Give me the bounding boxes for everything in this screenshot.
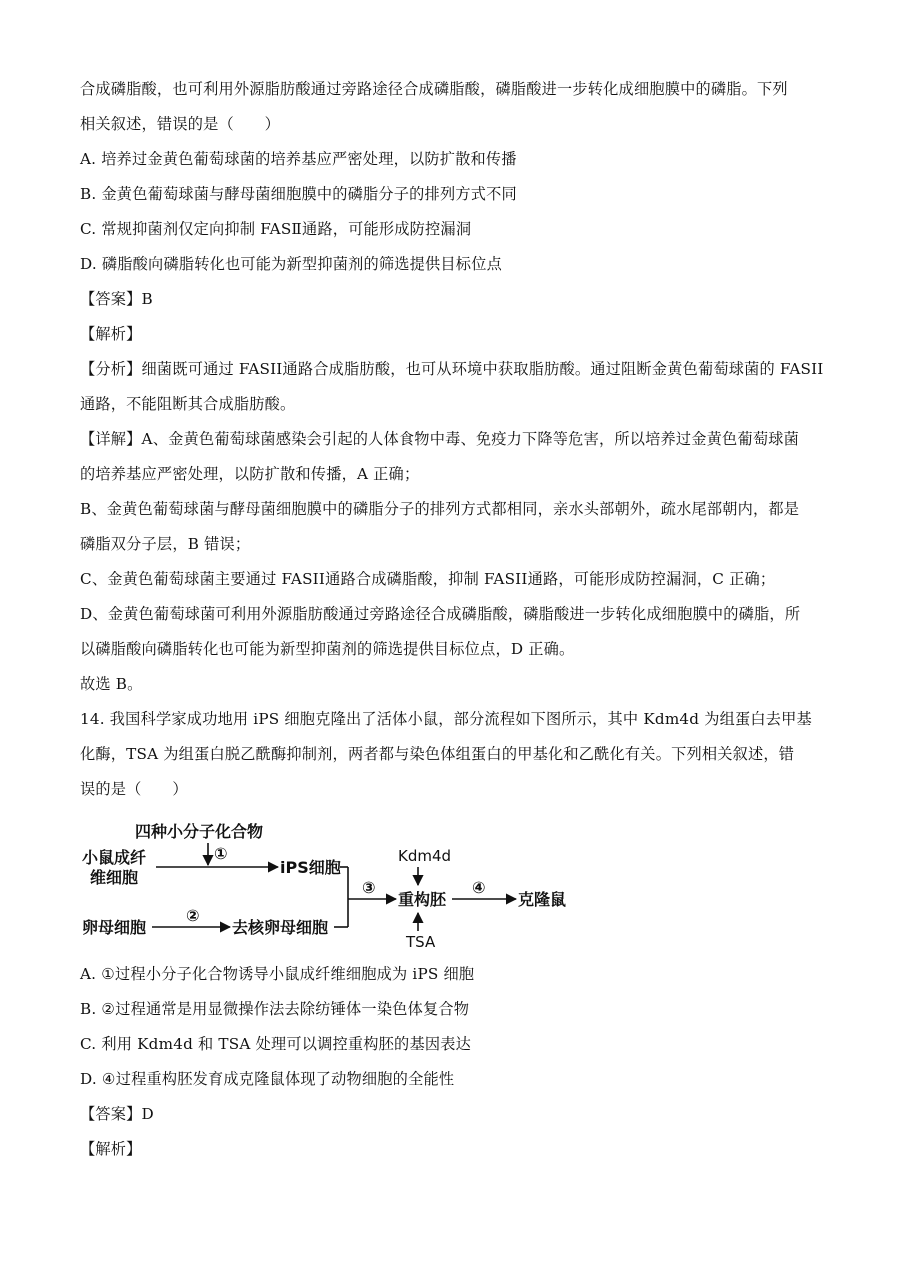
q14-stem-line1: 14. 我国科学家成功地用 iPS 细胞克隆出了活体小鼠，部分流程如下图所示，其中 Kdm4d 为组蛋白去甲基 [80, 710, 812, 728]
q14-analysis-title: 【解析】 [80, 1140, 142, 1158]
fibroblast-label-l1: 小鼠成纤 [82, 848, 147, 867]
step1-label: ① [214, 844, 228, 863]
step4-label: ④ [472, 878, 486, 897]
enucleated-oocyte-label: 去核卵母细胞 [232, 918, 329, 937]
reconstructed-embryo-label: 重构胚 [398, 890, 447, 909]
q13-analysis-line: 磷脂双分子层，B 错误； [80, 535, 251, 553]
q13-analysis-line: 【分析】细菌既可通过 FASII通路合成脂肪酸，也可从环境中获取脂肪酸。通过阻断金黄色葡萄球菌的 FASII [80, 360, 824, 378]
q14-stem-line3: 误的是（ ） [80, 780, 188, 798]
q13-option-b: B. 金黄色葡萄球菌与酵母菌细胞膜中的磷脂分子的排列方式不同 [80, 185, 517, 203]
step3-label: ③ [362, 878, 376, 897]
tsa-label: TSA [406, 933, 436, 951]
clone-mouse-label: 克隆鼠 [518, 890, 567, 909]
q13-analysis-line: 的培养基应严密处理，以防扩散和传播，A 正确； [80, 465, 420, 483]
q13-option-a: A. 培养过金黄色葡萄球菌的培养基应严密处理，以防扩散和传播 [80, 150, 517, 168]
q13-analysis-line: 通路，不能阻断其合成脂肪酸。 [80, 395, 296, 413]
small-molecules-label: 四种小分子化合物 [135, 822, 264, 841]
q14-option-a: A. ①过程小分子化合物诱导小鼠成纤维细胞成为 iPS 细胞 [80, 965, 475, 983]
q13-answer: 【答案】B [80, 290, 153, 308]
fibroblast-label-l2: 维细胞 [90, 868, 139, 887]
q13-option-c: C. 常规抑菌剂仅定向抑制 FASⅡ通路，可能形成防控漏洞 [80, 220, 472, 238]
ips-label: iPS细胞 [280, 858, 341, 877]
oocyte-label: 卵母细胞 [82, 918, 147, 937]
flow-diagram [80, 815, 580, 955]
q13-analysis-line: B、金黄色葡萄球菌与酵母菌细胞膜中的磷脂分子的排列方式都相同，亲水头部朝外，疏水尾部朝内，都是 [80, 500, 800, 518]
q13-stem-line2: 相关叙述，错误的是（ ） [80, 115, 281, 133]
q14-stem-line2: 化酶，TSA 为组蛋白脱乙酰酶抑制剂，两者都与染色体组蛋白的甲基化和乙酰化有关。下列相关叙述，错 [80, 745, 795, 763]
q13-conclusion: 故选 B。 [80, 675, 143, 693]
q13-stem-line1: 合成磷脂酸，也可利用外源脂肪酸通过旁路途径合成磷脂酸，磷脂酸进一步转化成细胞膜中的磷脂。下列 [80, 80, 788, 98]
q14-option-b: B. ②过程通常是用显微操作法去除纺锤体一染色体复合物 [80, 1000, 470, 1018]
step2-label: ② [186, 906, 200, 925]
q13-analysis-line: 以磷脂酸向磷脂转化也可能为新型抑菌剂的筛选提供目标位点，D 正确。 [80, 640, 575, 658]
q13-analysis-line: D、金黄色葡萄球菌可利用外源脂肪酸通过旁路途径合成磷脂酸，磷脂酸进一步转化成细胞膜中的磷脂，所 [80, 605, 801, 623]
q13-analysis-line: C、金黄色葡萄球菌主要通过 FASII通路合成磷脂酸，抑制 FASII通路，可能形成防控漏洞，C 正确； [80, 570, 776, 588]
q14-answer: 【答案】D [80, 1105, 154, 1123]
q13-analysis-line: 【详解】A、金黄色葡萄球菌感染会引起的人体食物中毒、免疫力下降等危害，所以培养过金黄色葡萄球菌 [80, 430, 799, 448]
kdm4d-label: Kdm4d [398, 847, 452, 865]
q14-option-d: D. ④过程重构胚发育成克隆鼠体现了动物细胞的全能性 [80, 1070, 455, 1088]
q14-option-c: C. 利用 Kdm4d 和 TSA 处理可以调控重构胚的基因表达 [80, 1035, 471, 1053]
q13-option-d: D. 磷脂酸向磷脂转化也可能为新型抑菌剂的筛选提供目标位点 [80, 255, 502, 273]
q13-analysis-title: 【解析】 [80, 325, 142, 343]
